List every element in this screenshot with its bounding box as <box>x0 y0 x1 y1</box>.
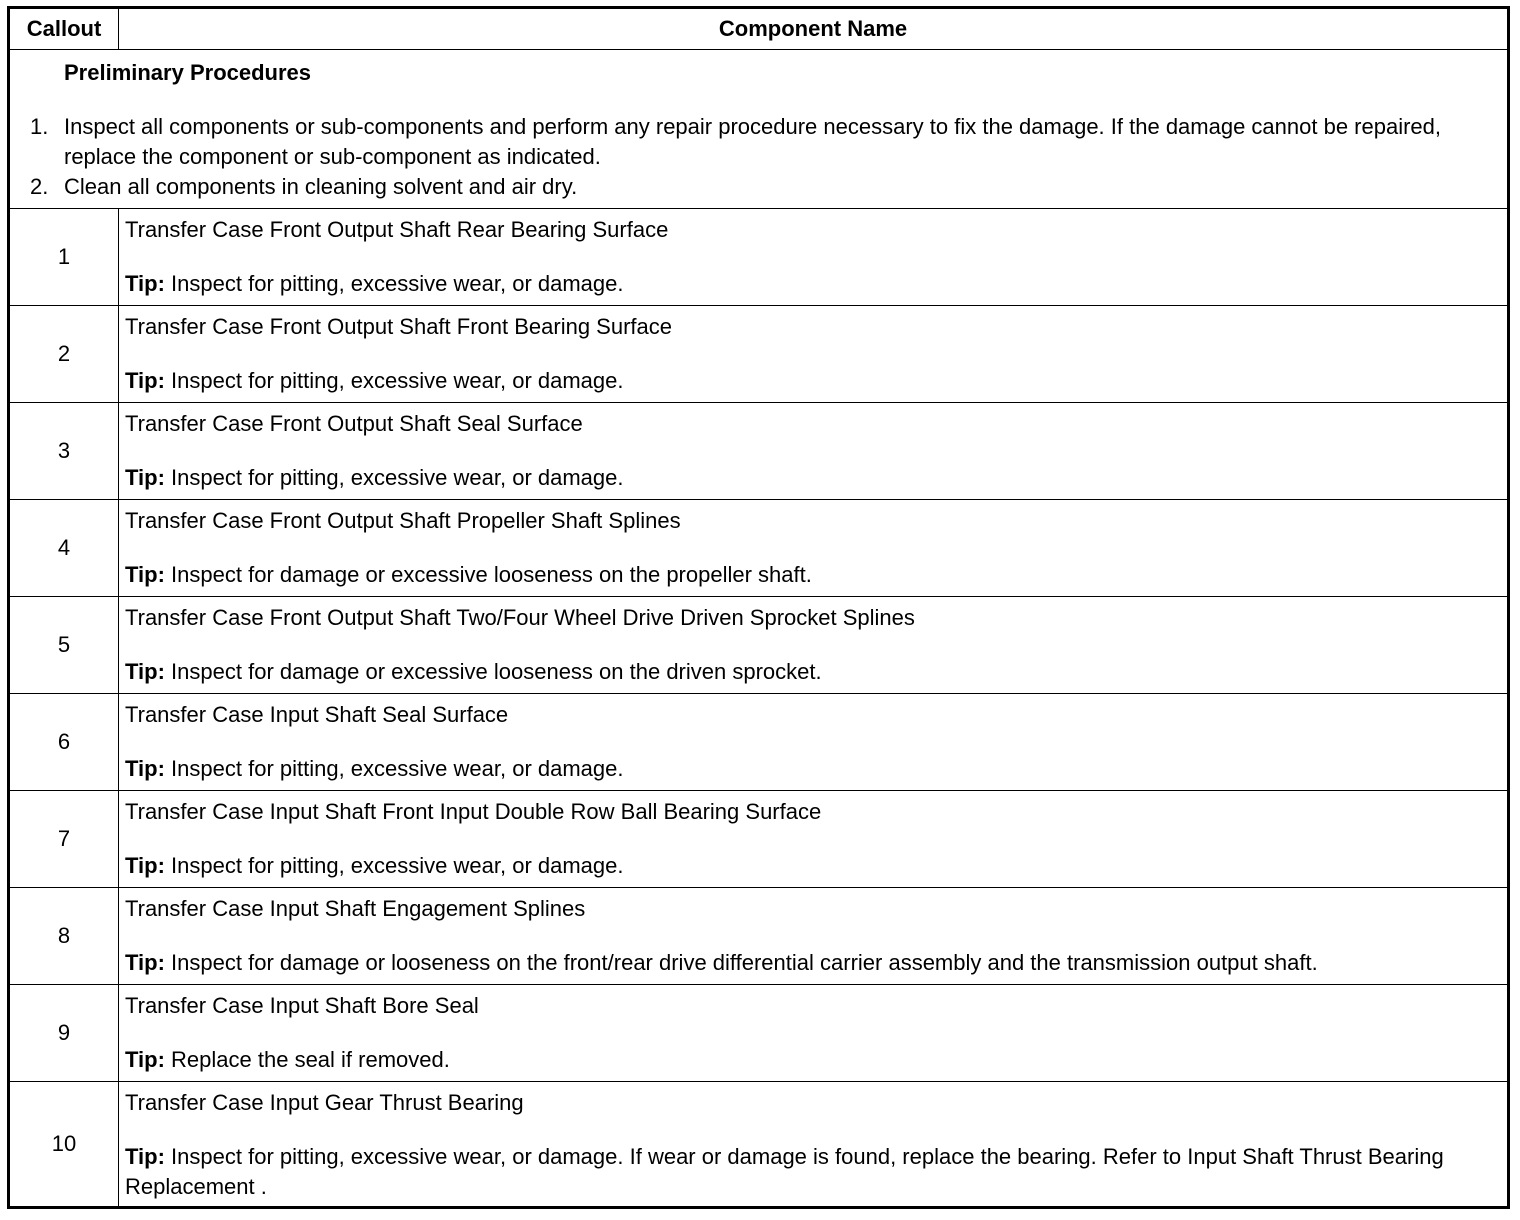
component-cell <box>119 597 1509 694</box>
callout-number: 9 <box>9 985 119 1082</box>
tip-text: Inspect for pitting, excessive wear, or damage. <box>171 465 624 490</box>
component-name: Transfer Case Input Shaft Seal Surface <box>125 702 509 727</box>
table-row <box>9 403 1509 500</box>
component-name: Transfer Case Front Output Shaft Two/Four Wheel Drive Driven Sprocket Splines <box>125 605 915 630</box>
tip-label: Tip: <box>125 1047 165 1072</box>
tip-text: Inspect for pitting, excessive wear, or damage. <box>171 368 624 393</box>
component-name: Transfer Case Front Output Shaft Seal Surface <box>125 411 583 436</box>
tip-text: Replace the seal if removed. <box>171 1047 450 1072</box>
callout-number: 8 <box>9 888 119 985</box>
step-number: 1. <box>30 114 49 139</box>
tip-text: Inspect for damage or excessive looseness on the driven sprocket. <box>171 659 822 684</box>
tip-label: Tip: <box>125 1144 165 1169</box>
callout-number: 3 <box>9 403 119 500</box>
component-cell <box>119 306 1509 403</box>
component-name: Transfer Case Front Output Shaft Propeller Shaft Splines <box>125 508 681 533</box>
preliminary-cell <box>9 50 1509 209</box>
callout-number: 1 <box>9 209 119 306</box>
callout-number: 5 <box>9 597 119 694</box>
component-tip <box>125 560 1499 590</box>
callout-number: 6 <box>9 694 119 791</box>
tip-text: Inspect for pitting, excessive wear, or damage. If wear or damage is found, replace the bearing. Refer to Input Shaft Thrust Bearing Replacement . <box>125 1144 1444 1199</box>
component-name: Transfer Case Input Shaft Front Input Double Row Ball Bearing Surface <box>125 799 822 824</box>
callout-number: 10 <box>9 1082 119 1208</box>
component-tip <box>125 269 1499 299</box>
table-row <box>9 985 1509 1082</box>
tip-text: Inspect for pitting, excessive wear, or damage. <box>171 271 624 296</box>
table-row <box>9 791 1509 888</box>
step-text: Clean all components in cleaning solvent and air dry. <box>64 174 578 199</box>
component-cell <box>119 403 1509 500</box>
callout-number: 2 <box>9 306 119 403</box>
document-page <box>7 6 1507 1209</box>
tip-text: Inspect for damage or excessive looseness on the propeller shaft. <box>171 562 812 587</box>
preliminary-row <box>9 50 1509 209</box>
table-row <box>9 306 1509 403</box>
step-text: Inspect all components or sub-components and perform any repair procedure necessary to fix the damage. If the damage cannot be repaired, replace the component or sub-component as indicated. <box>64 114 1442 169</box>
tip-label: Tip: <box>125 465 165 490</box>
component-cell <box>119 209 1509 306</box>
tip-text: Inspect for pitting, excessive wear, or damage. <box>171 853 624 878</box>
tip-text: Inspect for damage or looseness on the front/rear drive differential carrier assembly and the transmission output shaft. <box>171 950 1318 975</box>
component-name: Transfer Case Input Shaft Engagement Splines <box>125 896 586 921</box>
component-table <box>7 6 1510 1209</box>
tip-text: Inspect for pitting, excessive wear, or damage. <box>171 756 624 781</box>
callout-number: 7 <box>9 791 119 888</box>
preliminary-title: Preliminary Procedures <box>64 60 312 85</box>
component-cell <box>119 1082 1509 1208</box>
component-name: Transfer Case Front Output Shaft Rear Bearing Surface <box>125 217 669 242</box>
tip-label: Tip: <box>125 368 165 393</box>
table-row <box>9 209 1509 306</box>
component-name: Transfer Case Front Output Shaft Front Bearing Surface <box>125 314 672 339</box>
component-cell <box>119 694 1509 791</box>
component-tip <box>125 1045 1499 1075</box>
component-tip <box>125 366 1499 396</box>
component-name: Transfer Case Input Gear Thrust Bearing <box>125 1090 524 1115</box>
table-row <box>9 597 1509 694</box>
tip-label: Tip: <box>125 853 165 878</box>
component-tip <box>125 754 1499 784</box>
header-component-name: Component Name <box>119 8 1509 50</box>
callout-number: 4 <box>9 500 119 597</box>
component-cell <box>119 500 1509 597</box>
tip-label: Tip: <box>125 271 165 296</box>
tip-label: Tip: <box>125 756 165 781</box>
table-row <box>9 500 1509 597</box>
tip-label: Tip: <box>125 950 165 975</box>
component-cell <box>119 888 1509 985</box>
table-row <box>9 1082 1509 1208</box>
header-row <box>9 8 1509 50</box>
component-tip <box>125 463 1499 493</box>
step-item <box>22 172 1493 202</box>
table-row <box>9 694 1509 791</box>
preliminary-steps <box>22 112 1493 202</box>
step-number: 2. <box>30 174 49 199</box>
component-name: Transfer Case Input Shaft Bore Seal <box>125 993 479 1018</box>
tip-label: Tip: <box>125 659 165 684</box>
component-tip <box>125 1142 1499 1202</box>
component-cell <box>119 985 1509 1082</box>
component-tip <box>125 948 1499 978</box>
step-item <box>22 112 1493 172</box>
tip-label: Tip: <box>125 562 165 587</box>
component-tip <box>125 851 1499 881</box>
header-callout: Callout <box>9 8 119 50</box>
component-cell <box>119 791 1509 888</box>
component-tip <box>125 657 1499 687</box>
table-row <box>9 888 1509 985</box>
